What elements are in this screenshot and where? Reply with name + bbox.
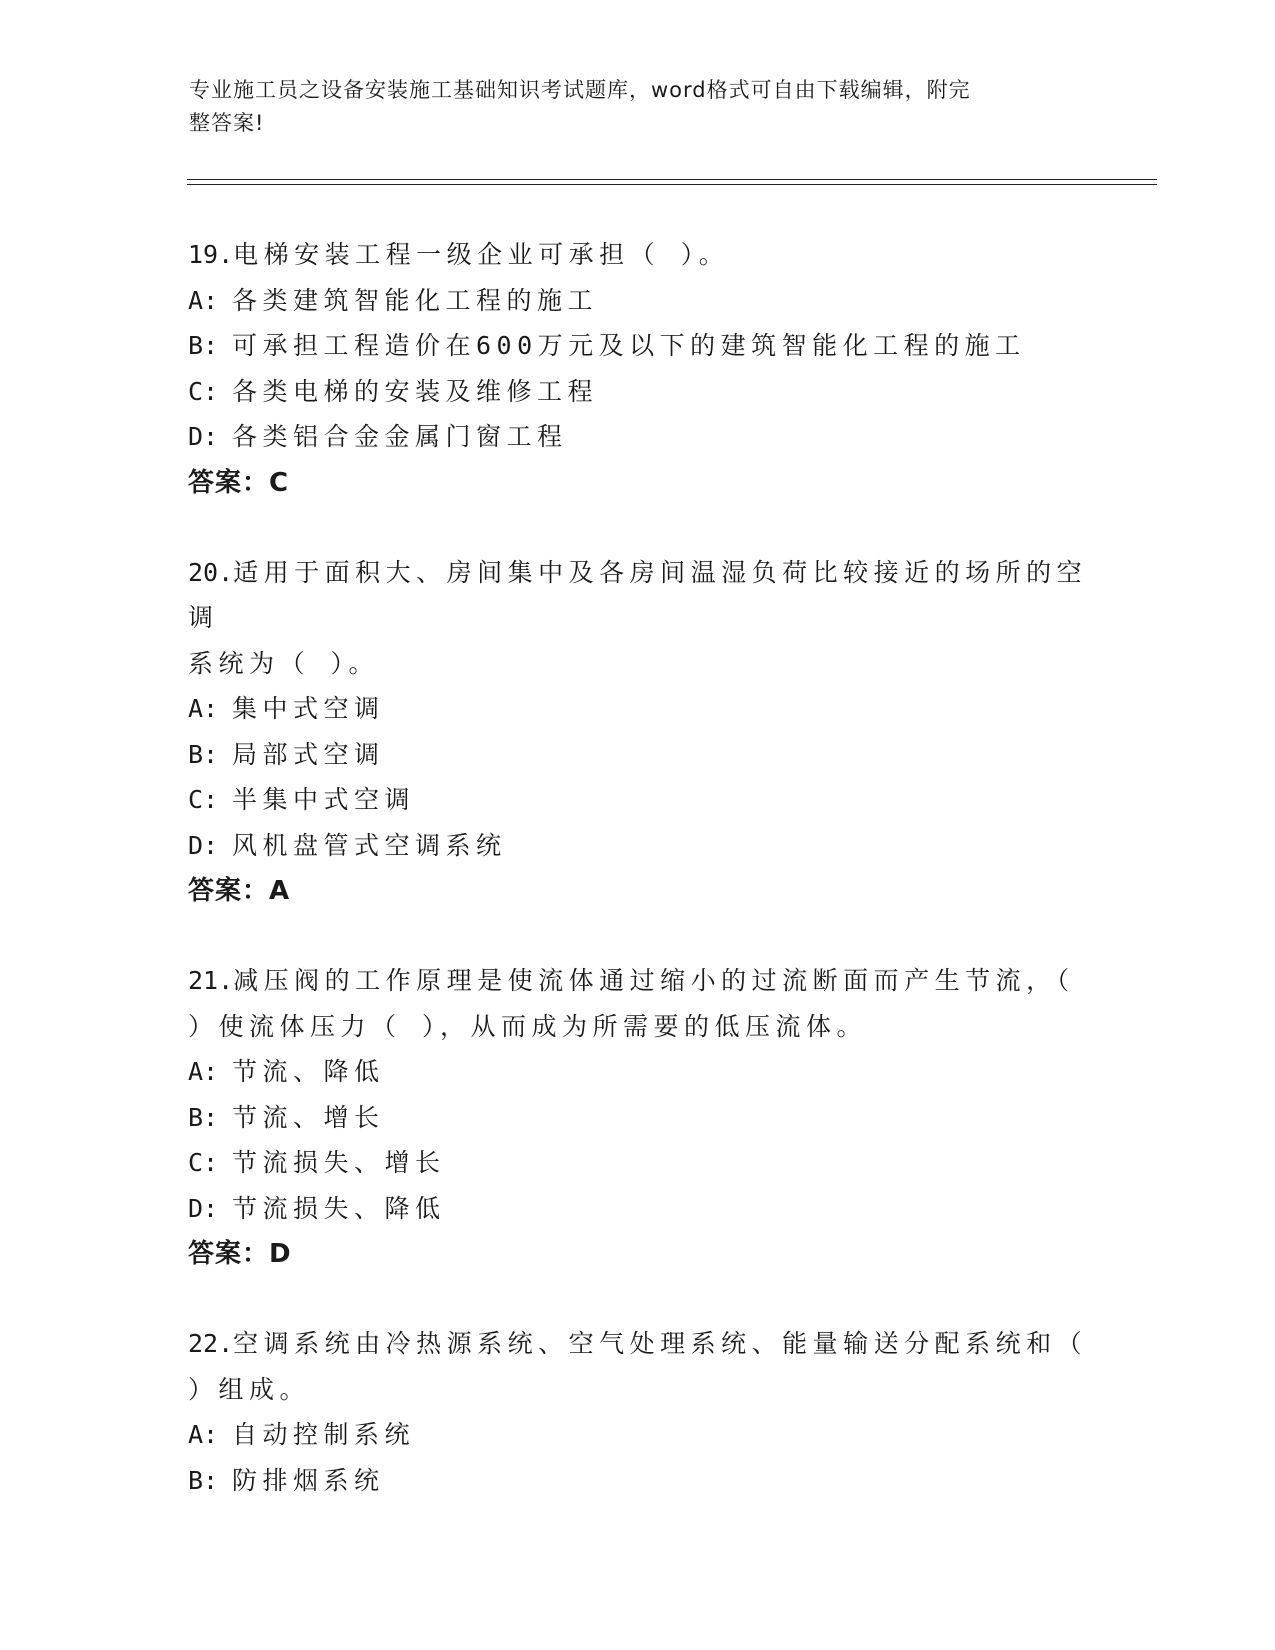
answer-option [188, 1186, 1088, 1232]
answer-option [188, 1095, 1088, 1141]
question-number: 22. [188, 1329, 234, 1358]
option-text: 局部式空调 [232, 739, 385, 769]
answer-option [188, 823, 1088, 869]
question-stem [188, 958, 1088, 1004]
option-label: B: [188, 739, 219, 769]
question-stem [188, 1004, 1088, 1050]
answer-option [188, 323, 1088, 369]
option-text: 各类电梯的安装及维修工程 [232, 376, 599, 406]
option-label: D: [188, 1193, 219, 1223]
header-line: 整答案! [189, 111, 265, 135]
option-text: 自动控制系统 [232, 1420, 416, 1449]
answer-option [188, 1412, 1088, 1458]
question-text: 空调系统由冷热源系统、空气处理系统、能量输送分配系统和（ [233, 1329, 1088, 1358]
option-text: 节流、降低 [232, 1057, 385, 1086]
question-text: 适用于面积大、房间集中及各房间温湿负荷比较接近的场所的空调 [188, 557, 1088, 632]
question-number: 21. [188, 966, 234, 995]
option-text: 各类建筑智能化工程的施工 [232, 285, 599, 315]
answer-key: 答案：A [188, 876, 291, 906]
option-label: A: [188, 1420, 219, 1449]
header-line: 专业施工员之设备安装施工基础知识考试题库，word格式可自由下载编辑，附完 [189, 78, 971, 102]
option-label: B: [188, 1465, 219, 1495]
option-text: 集中式空调 [232, 694, 385, 723]
option-label: C: [188, 785, 219, 814]
option-label: A: [188, 285, 219, 315]
question-text: 减压阀的工作原理是使流体通过缩小的过流断面而产生节流，（ [233, 966, 1075, 995]
option-text: 各类铝合金金属门窗工程 [232, 422, 568, 451]
answer-option [188, 1458, 1088, 1504]
question-stem [188, 1367, 1088, 1413]
answer-option [188, 732, 1088, 778]
question-text: ）使流体压力（ ），从而成为所需要的低压流体。 [188, 1011, 868, 1041]
option-text: 可承担工程造价在600万元及以下的建筑智能化工程的施工 [232, 331, 1026, 360]
answer-key: 答案：C [188, 467, 290, 498]
question-block [188, 958, 1088, 1277]
option-label: C: [188, 1148, 219, 1177]
option-label: D: [188, 422, 219, 451]
option-label: A: [188, 694, 219, 723]
document-header [189, 74, 1069, 140]
option-label: B: [188, 1102, 219, 1132]
option-text: 防排烟系统 [232, 1465, 385, 1495]
option-text: 半集中式空调 [232, 785, 416, 814]
header-divider [187, 184, 1157, 185]
question-number: 19. [188, 240, 234, 269]
question-text: ）组成。 [188, 1374, 311, 1404]
question-text: 系统为（ ）。 [188, 648, 380, 678]
option-text: 节流损失、增长 [232, 1148, 446, 1177]
option-text: 风机盘管式空调系统 [232, 830, 507, 860]
question-number: 20. [188, 557, 234, 587]
answer-option [188, 1049, 1088, 1095]
question-stem [188, 1321, 1088, 1367]
question-list [188, 232, 1088, 1547]
question-text: 电梯安装工程一级企业可承担（ ）。 [233, 240, 730, 269]
answer-option [188, 686, 1088, 732]
option-text: 节流、增长 [232, 1102, 385, 1132]
option-label: C: [188, 376, 219, 406]
answer-option [188, 414, 1088, 460]
question-block [188, 1321, 1088, 1503]
question-block [188, 232, 1088, 506]
option-label: B: [188, 331, 219, 360]
option-text: 节流损失、降低 [232, 1193, 446, 1223]
question-stem [188, 641, 1088, 687]
question-stem [188, 550, 1088, 641]
question-block [188, 550, 1088, 915]
answer-key: 答案：D [188, 1239, 292, 1269]
answer-option [188, 1140, 1088, 1186]
answer-option [188, 777, 1088, 823]
answer-option [188, 369, 1088, 415]
option-label: D: [188, 830, 219, 860]
answer-option [188, 278, 1088, 324]
header-divider [187, 179, 1157, 180]
option-label: A: [188, 1057, 219, 1086]
question-stem [188, 232, 1088, 278]
